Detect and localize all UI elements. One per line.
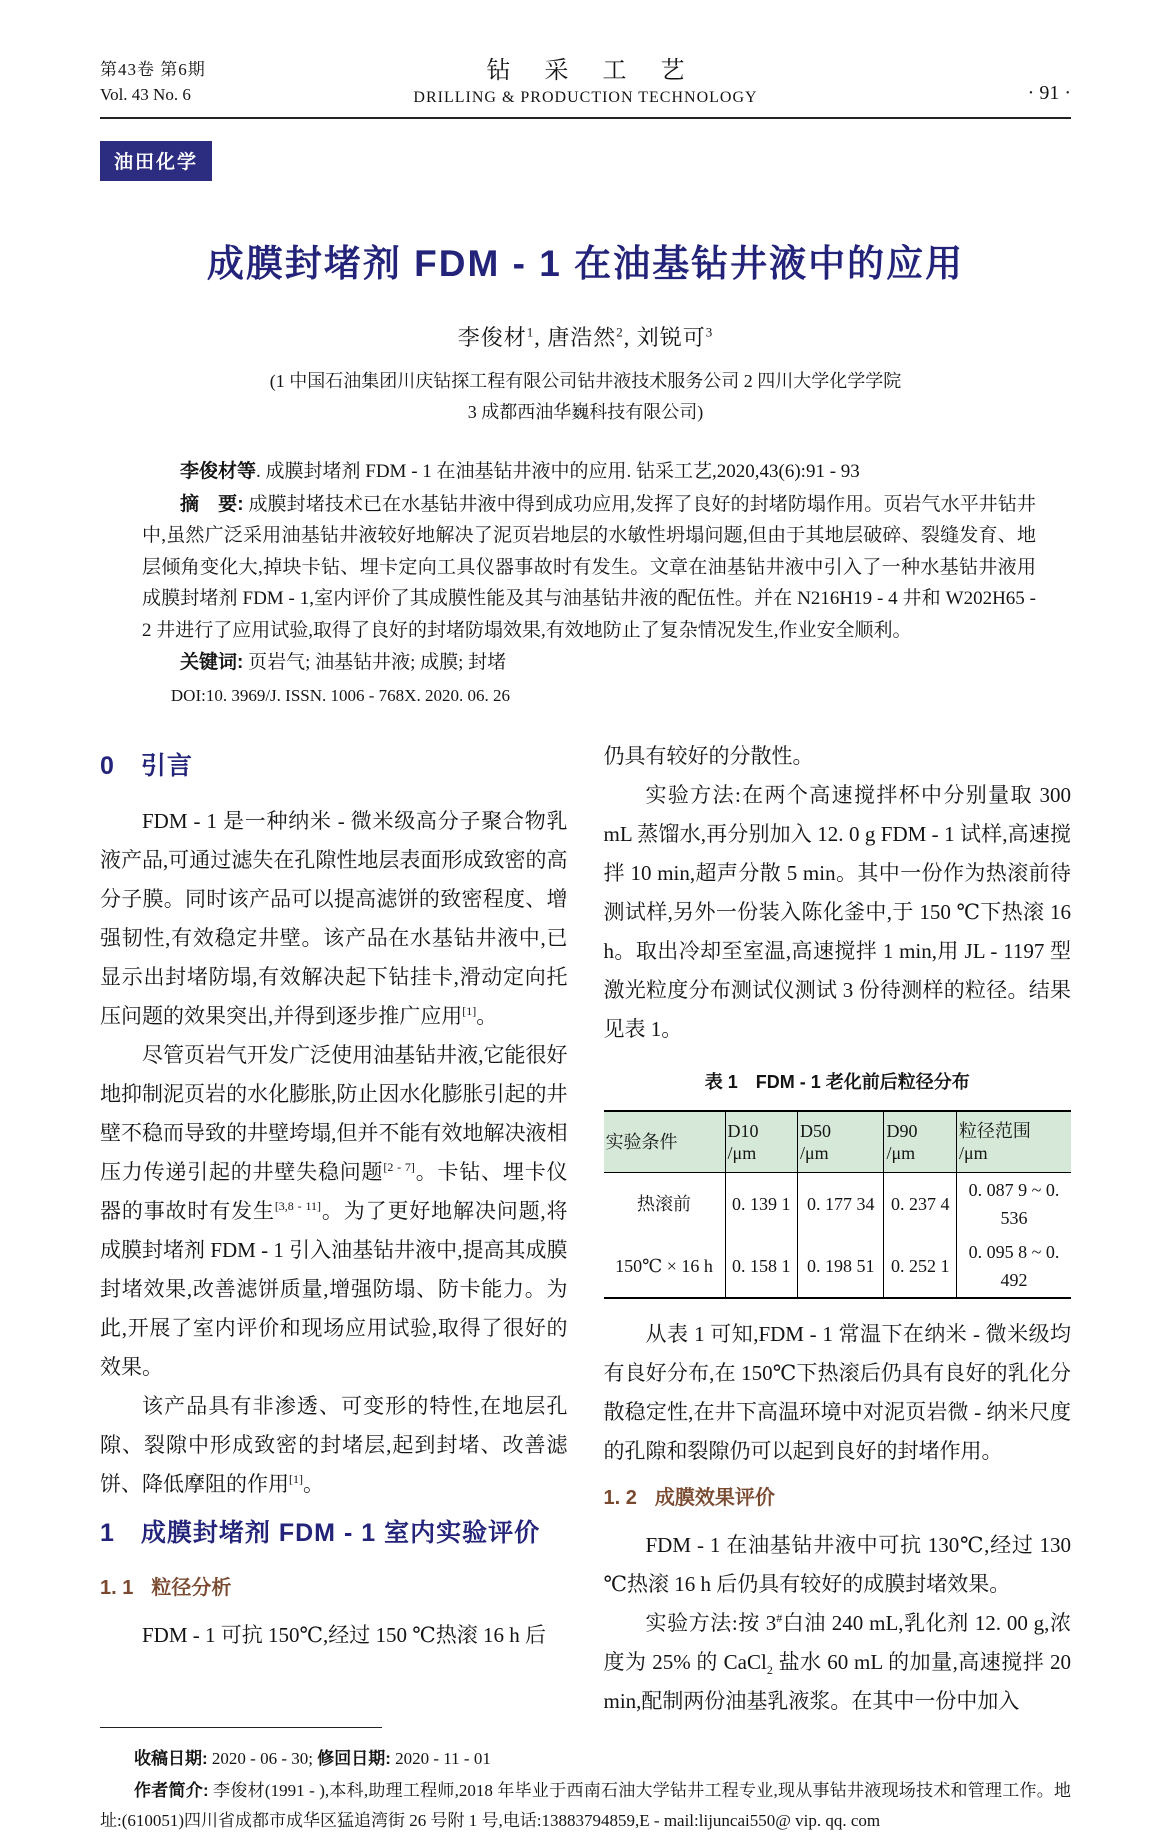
bio-label: 作者简介: xyxy=(134,1781,209,1800)
paper-page xyxy=(100,0,1071,1836)
section-1-number: 1 xyxy=(100,1519,115,1547)
section-0-number: 0 xyxy=(100,752,115,780)
table-1-number: 表 1 xyxy=(704,1072,738,1092)
article-title: 成膜封堵剂 FDM - 1 在油基钻井液中的应用 xyxy=(206,243,965,284)
table-cell: 0. 177 34 xyxy=(798,1173,884,1236)
film-effect-paragraph-1: FDM - 1 在油基钻井液中可抗 130℃,经过 130 ℃热滚 16 h 后仍具有较好的成膜封堵效果。 xyxy=(603,1533,1071,1596)
table-header-range: 粒径范围 /μm xyxy=(956,1111,1071,1173)
affiliation xyxy=(100,366,1071,428)
table-row xyxy=(604,1235,1072,1298)
journal-header xyxy=(100,50,1071,107)
footer-notes xyxy=(100,1744,1071,1836)
received-label: 收稿日期: xyxy=(134,1749,208,1768)
section-1-1-paragraph-start: FDM - 1 可抗 150℃,经过 150 ℃热滚 16 h 后 xyxy=(142,1623,546,1647)
table-header-d90: D90 /μm xyxy=(884,1111,956,1173)
table-row xyxy=(604,1111,1072,1173)
table-header-condition: 实验条件 xyxy=(604,1111,726,1173)
section-1-2-title: 成膜效果评价 xyxy=(654,1487,775,1509)
footnote-rule xyxy=(100,1727,382,1728)
revised-value: 2020 - 11 - 01 xyxy=(390,1749,491,1768)
citation-rest: . 成膜封堵剂 FDM - 1 在油基钻井液中的应用. 钻采工艺,2020,43(6):91 - 93 xyxy=(256,461,860,482)
abstract-paragraph xyxy=(142,489,1036,647)
table-cell: 0. 198 51 xyxy=(798,1235,884,1298)
table-1-title: FDM - 1 老化前后粒径分布 xyxy=(755,1072,970,1092)
intro-paragraph-1: FDM - 1 是一种纳米 - 微米级高分子聚合物乳液产品,可通过滤失在孔隙性地层表面形成致密的高分子膜。同时该产品可以提高滤饼的致密程度、增强韧性,有效稳定井壁。该产品在水基钻井液中,已显示出封堵防塌,有效解决起下钻挂卡,滑动定向托压问题的效果突出,并得到逐步推广应用[1]。 xyxy=(100,809,568,1028)
volume-issue xyxy=(100,57,300,107)
section-0-heading xyxy=(100,747,568,786)
journal-name-en: DRILLING & PRODUCTION TECHNOLOGY xyxy=(413,89,758,106)
table-1-head xyxy=(604,1111,1072,1173)
footnote-section xyxy=(100,1727,1071,1836)
section-1-heading xyxy=(100,1514,568,1553)
section-1-2-number: 1. 2 xyxy=(603,1487,637,1509)
keywords-line xyxy=(142,647,1036,679)
table-row xyxy=(604,1173,1072,1236)
citation-line xyxy=(142,456,1036,488)
table-cell: 0. 095 8 ~ 0. 492 xyxy=(956,1235,1071,1298)
bio-text: 李俊材(1991 - ),本科,助理工程师,2018 年毕业于西南石油大学钻井工程专业,现从事钻井液现场技术和管理工作。地址:(610051)四川省成都市成华区猛追湾街 26 号附 1 号,电话:13883794859,E - mail:lijuncai550@ vip. qq. com xyxy=(100,1781,1071,1830)
journal-name xyxy=(300,50,871,107)
received-value: 2020 - 06 - 30; xyxy=(207,1749,318,1768)
section-1-1-number: 1. 1 xyxy=(100,1577,134,1599)
table-1-caption xyxy=(604,1063,1072,1102)
abstract-label: 摘 要: xyxy=(180,493,244,515)
table-1 xyxy=(604,1110,1072,1299)
volume-issue-cn: 第43卷 第6期 xyxy=(100,60,206,79)
page-number: · 91 · xyxy=(1027,82,1071,104)
volume-issue-en: Vol. 43 No. 6 xyxy=(100,85,191,104)
table-discussion-paragraph: 从表 1 可知,FDM - 1 常温下在纳米 - 微米级均有良好分布,在 150℃下热滚后仍具有良好的乳化分散稳定性,在井下高温环境中对泥页岩微 - 纳米尺度的孔隙和裂隙仍可以起到良好的封堵作用。 xyxy=(603,1322,1071,1463)
section-1-1-heading xyxy=(100,1569,568,1608)
author-bio-line xyxy=(100,1776,1071,1836)
table-header-d10: D10 /μm xyxy=(725,1111,797,1173)
section-0-title: 引言 xyxy=(140,752,193,780)
affiliation-line1: (1 中国石油集团川庆钻探工程有限公司钻井液技术服务公司 2 四川大学化学学院 xyxy=(269,371,902,391)
citation-authors: 李俊材等 xyxy=(180,461,257,482)
category-badge: 油田化学 xyxy=(100,141,212,181)
table-1-body xyxy=(604,1173,1072,1299)
intro-paragraph-2: 尽管页岩气开发广泛使用油基钻井液,它能很好地抑制泥页岩的水化膨胀,防止因水化膨胀引起的井壁不稳而导致的井壁垮塌,但并不能有效地解决液相压力传递引起的井壁失稳问题[2 - 7]。卡钻、埋卡仪器的事故时有发生[3,8 - 11]。为了更好地解决问题,将成膜封堵剂 FDM - 1 引入油基钻井液中,提高其成膜封堵效果,改善滤饼质量,增强防塌、防卡能力。为此,开展了室内评价和现场应用试验,取得了很好的效果。 xyxy=(100,1043,568,1379)
abstract-text: 成膜封堵技术已在水基钻井液中得到成功应用,发挥了良好的封堵防塌作用。页岩气水平井钻井中,虽然广泛采用油基钻井液较好地解决了泥页岩地层的水敏性坍塌问题,但由于其地层破碎、裂缝发育、地层倾角变化大,掉块卡钻、埋卡定向工具仪器事故时有发生。文章在油基钻井液中引入了一种水基钻井液用成膜封堵剂 FDM - 1,室内评价了其成膜性能及其与油基钻井液的配伍性。并在 N216H19 - 4 井和 W202H65 - 2 井进行了应用试验,取得了良好的封堵防塌效果,有效地防止了复杂情况发生,作业安全顺利。 xyxy=(142,493,1036,641)
right-column xyxy=(604,737,1072,1721)
table-cell: 0. 158 1 xyxy=(725,1235,797,1298)
section-1-1-paragraph-continued: 仍具有较好的分散性。 xyxy=(603,744,814,768)
journal-name-cn: 钻采工艺 xyxy=(486,58,719,84)
author-list: 李俊材$^1$, 唐浩然$^2$, 刘锐可$^3$ xyxy=(457,324,714,350)
abstract-block xyxy=(100,456,1071,711)
table-cell: 0. 139 1 xyxy=(725,1173,797,1236)
affiliation-line2: 3 成都西油华巍科技有限公司) xyxy=(467,402,704,422)
film-effect-paragraph-2: 实验方法:按 3#白油 240 mL,乳化剂 12. 00 g,浓度为 25% 的 CaCl$_2$ 盐水 60 mL 的加量,高速搅拌 20 min,配制两份油基乳液浆。在其中一份中加入 xyxy=(603,1611,1071,1713)
left-column xyxy=(100,737,568,1721)
keywords-label: 关键词: xyxy=(180,652,244,673)
article-body xyxy=(100,737,1071,1721)
table-cell: 0. 237 4 xyxy=(884,1173,956,1236)
keywords-text: 页岩气; 油基钻井液; 成膜; 封堵 xyxy=(243,652,507,673)
table-header-d50: D50 /μm xyxy=(798,1111,884,1173)
table-cell: 150℃ × 16 h xyxy=(615,1256,713,1276)
table-cell: 热滚前 xyxy=(637,1194,692,1214)
doi-line: DOI:10. 3969/J. ISSN. 1006 - 768X. 2020. 06. 26 xyxy=(170,685,510,705)
dates-line xyxy=(100,1744,1071,1774)
revised-label: 修回日期: xyxy=(317,1749,391,1768)
section-1-2-heading xyxy=(604,1479,1072,1518)
section-1-title: 成膜封堵剂 FDM - 1 室内实验评价 xyxy=(140,1519,541,1547)
table-cell: 0. 087 9 ~ 0. 536 xyxy=(956,1173,1071,1236)
table-cell: 0. 252 1 xyxy=(884,1235,956,1298)
intro-paragraph-3: 该产品具有非渗透、可变形的特性,在地层孔隙、裂隙中形成致密的封堵层,起到封堵、改善滤饼、降低摩阻的作用[1]。 xyxy=(100,1394,568,1496)
section-1-1-title: 粒径分析 xyxy=(151,1577,232,1599)
header-rule xyxy=(100,117,1071,119)
particle-size-method-paragraph: 实验方法:在两个高速搅拌杯中分别量取 300 mL 蒸馏水,再分别加入 12. 0 g FDM - 1 试样,高速搅拌 10 min,超声分散 5 min。其中一份作为热滚前待测试样,另外一份装入陈化釜中,于 150 ℃下热滚 16 h。取出冷却至室温,高速搅拌 1 min,用 JL - 1197 型激光粒度分布测试仪测试 3 份待测样的粒径。结果见表 1。 xyxy=(603,783,1071,1041)
